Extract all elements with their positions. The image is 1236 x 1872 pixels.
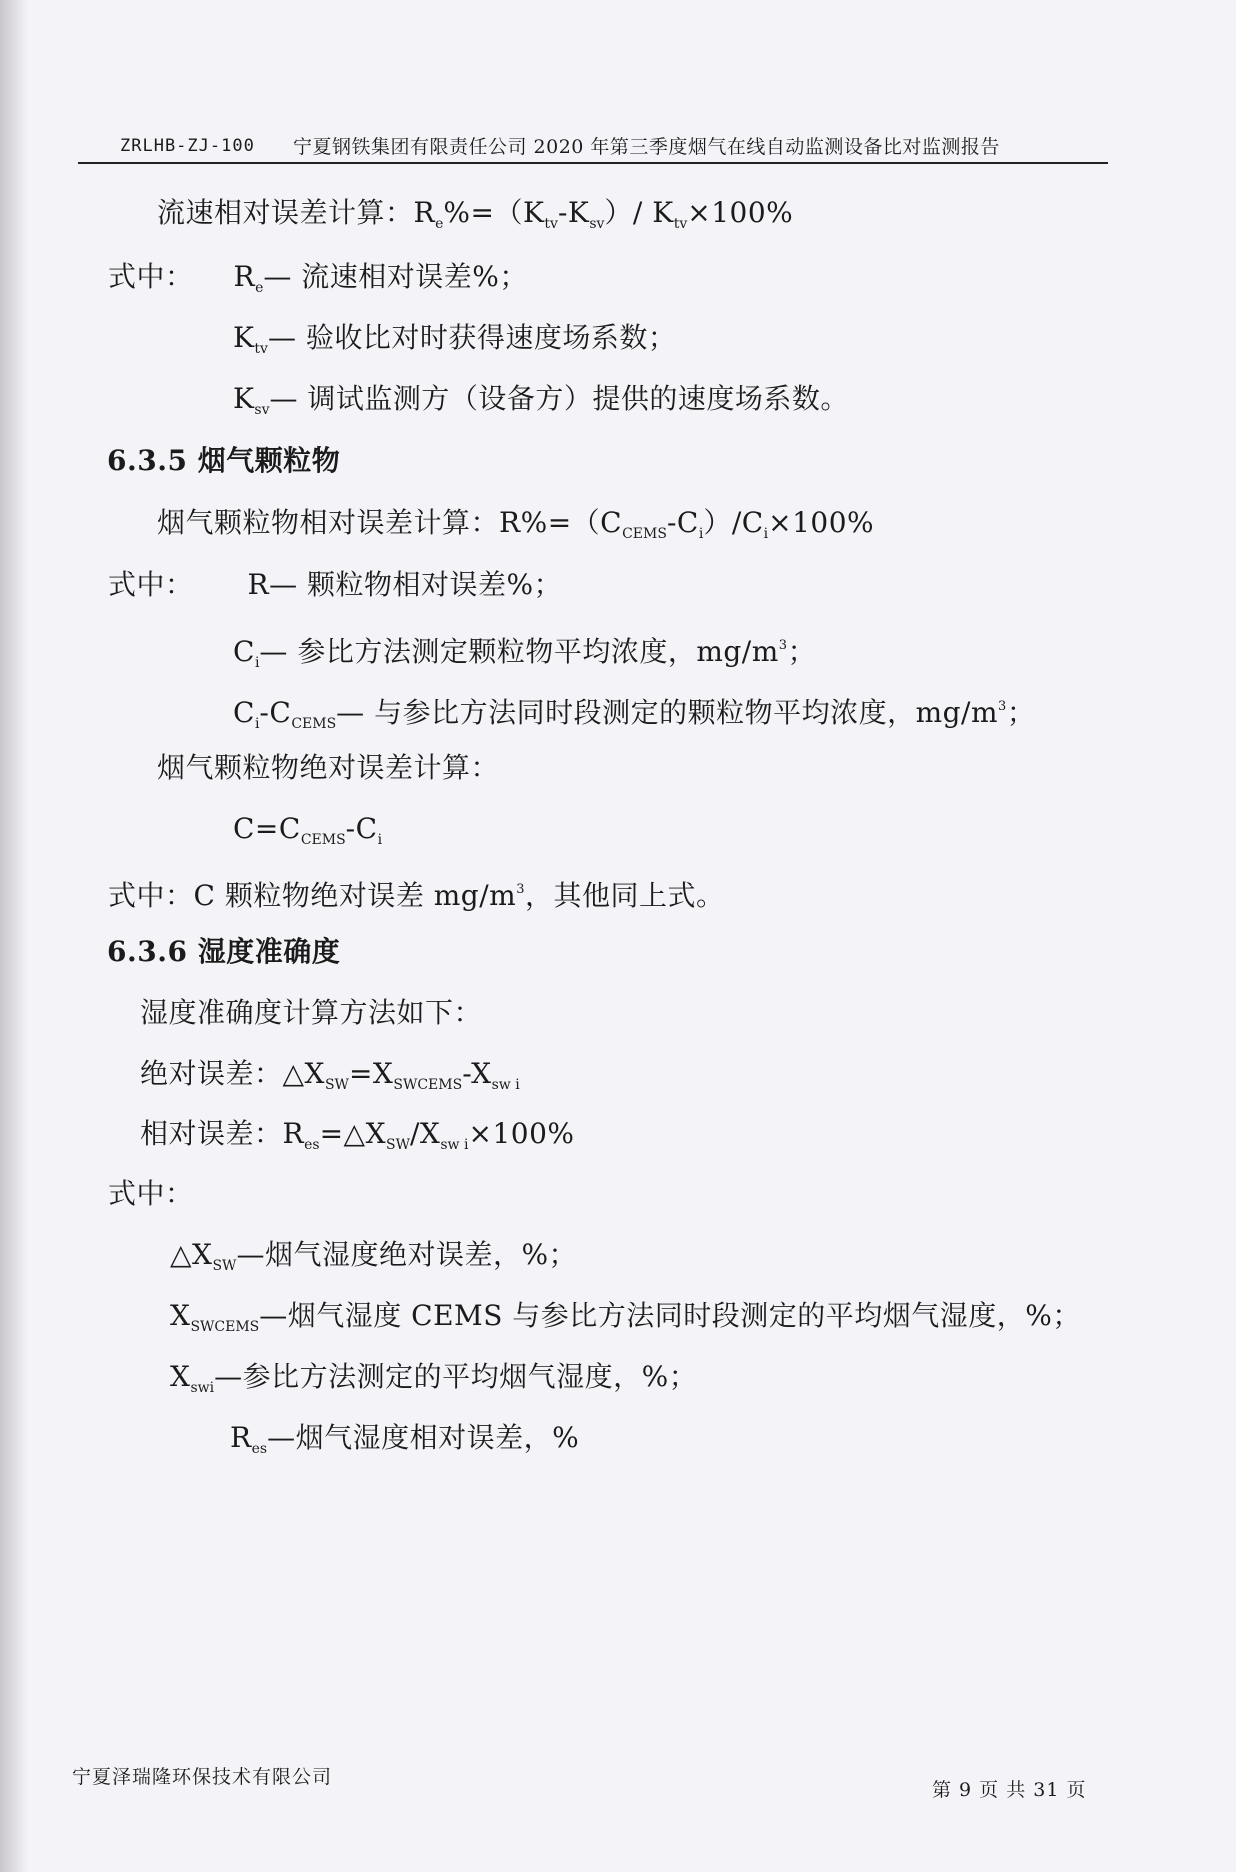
- subscript: es: [304, 1137, 320, 1153]
- text: R— 颗粒物相对误差%；: [247, 568, 563, 601]
- text: —烟气湿度 CEMS 与参比方法同时段测定的平均烟气湿度，%；: [259, 1299, 1081, 1332]
- text: — 调试监测方（设备方）提供的速度场系数。: [269, 382, 849, 415]
- text: 相对误差：R: [140, 1117, 305, 1150]
- section-heading-6-3-6: [107, 935, 340, 969]
- text: K: [233, 321, 255, 354]
- particulate-absolute-error-formula: [233, 812, 382, 857]
- text: C: [233, 696, 255, 729]
- subscript: swi: [190, 1380, 215, 1396]
- subscript: e: [435, 216, 444, 232]
- where-label: 式中：: [108, 260, 194, 293]
- text: -C: [259, 696, 292, 729]
- text: -C: [345, 812, 378, 845]
- humidity-relative-error-formula: [140, 1117, 575, 1162]
- humidity-method-intro: [140, 996, 482, 1030]
- humidity-absolute-error-formula: [140, 1057, 520, 1102]
- subscript: tv: [673, 216, 688, 232]
- subscript: tv: [544, 216, 558, 232]
- text: ）/ K: [604, 196, 674, 229]
- subscript: CEMS: [291, 716, 337, 732]
- text: R: [233, 260, 256, 293]
- definition-ksv: [233, 382, 849, 427]
- footer-page-number: 第 9 页 共 31 页: [932, 1779, 1087, 1801]
- definition-ci-ccems: [233, 690, 1035, 741]
- text: 流速相对误差计算：R: [157, 196, 436, 229]
- text: ；: [1006, 696, 1036, 729]
- superscript: 3: [778, 638, 788, 653]
- subscript: tv: [254, 341, 268, 357]
- velocity-error-formula: [157, 196, 793, 241]
- definition-res: [230, 1421, 579, 1466]
- text: -X: [462, 1057, 492, 1090]
- text: X: [170, 1360, 191, 1393]
- text: /X: [410, 1117, 441, 1150]
- subscript: i: [698, 526, 704, 542]
- text: 烟气颗粒物相对误差计算：R%=（C: [157, 506, 623, 539]
- text: X: [170, 1299, 191, 1332]
- text: △X: [170, 1238, 213, 1271]
- where-clause-humidity: [108, 1177, 194, 1211]
- footer-company: 宁夏泽瑞隆环保技术有限公司: [72, 1766, 333, 1788]
- text: C: [233, 635, 255, 668]
- subscript: sw i: [440, 1137, 469, 1153]
- definition-ktv: [233, 321, 676, 366]
- superscript: 3: [998, 699, 1007, 714]
- text: =X: [348, 1057, 394, 1090]
- text: -K: [557, 196, 590, 229]
- where-clause-re: [108, 260, 528, 305]
- subscript: sv: [254, 402, 270, 418]
- text: =△X: [319, 1117, 387, 1150]
- text: 绝对误差：△X: [140, 1057, 325, 1090]
- subscript: i: [763, 526, 769, 542]
- text: —烟气湿度相对误差，%: [267, 1421, 580, 1454]
- text: ×100%: [468, 1117, 575, 1150]
- text: -C: [666, 506, 699, 539]
- section-number: 6.3.6: [107, 935, 188, 968]
- page-header: [78, 130, 1108, 160]
- report-code: ZRLHB-ZJ-100: [120, 136, 255, 156]
- text: C=C: [233, 812, 301, 845]
- report-title: 宁夏钢铁集团有限责任公司 2020 年第三季度烟气在线自动监测设备比对监测报告: [293, 136, 1000, 158]
- subscript: SWCEMS: [393, 1077, 463, 1093]
- text: — 参比方法测定颗粒物平均浓度，mg/m: [259, 635, 779, 668]
- where-clause-c: [108, 873, 724, 913]
- text: K: [233, 382, 255, 415]
- text: %=（K: [443, 196, 545, 229]
- subscript: SWCEMS: [190, 1319, 260, 1335]
- definition-xswi: [170, 1360, 697, 1405]
- text: 式中：C 颗粒物绝对误差 mg/m: [108, 879, 517, 912]
- text: R: [230, 1421, 252, 1454]
- text: — 与参比方法同时段测定的颗粒物平均浓度，mg/m: [336, 696, 999, 729]
- subscript: es: [251, 1441, 268, 1457]
- subscript: SW: [324, 1077, 349, 1093]
- where-clause-r: [108, 568, 562, 602]
- definition-xswcems: [170, 1299, 1081, 1344]
- subscript: CEMS: [300, 832, 346, 848]
- text: 烟气颗粒物绝对误差计算：: [157, 751, 500, 784]
- text: ×100%: [687, 196, 794, 229]
- subscript: SW: [386, 1137, 410, 1153]
- particulate-relative-error-formula: [157, 506, 874, 551]
- where-label: 式中：: [108, 1177, 194, 1210]
- where-label: 式中：: [108, 568, 194, 601]
- text: — 流速相对误差%；: [263, 260, 528, 293]
- subscript: CEMS: [622, 526, 667, 542]
- subscript: i: [254, 655, 260, 671]
- subscript: i: [254, 716, 260, 732]
- subscript: sw i: [491, 1077, 520, 1093]
- particulate-absolute-error-heading: [157, 751, 499, 785]
- text: 湿度准确度计算方法如下：: [140, 996, 483, 1029]
- subscript: SW: [212, 1258, 237, 1274]
- section-number: 6.3.5: [107, 444, 188, 477]
- subscript: sv: [589, 216, 605, 232]
- section-title: 湿度准确度: [197, 935, 341, 968]
- text: ；: [787, 635, 817, 668]
- section-title: 烟气颗粒物: [197, 444, 341, 477]
- text: ，其他同上式。: [524, 879, 725, 912]
- definition-ci: [233, 629, 816, 680]
- page-edge-shadow: [0, 0, 28, 1872]
- superscript: 3: [516, 882, 525, 897]
- text: —烟气湿度绝对误差，%；: [236, 1238, 578, 1271]
- subscript: e: [255, 280, 264, 296]
- section-heading-6-3-5: [107, 444, 340, 478]
- subscript: i: [377, 832, 383, 848]
- text: ）/C: [703, 506, 764, 539]
- header-rule: [78, 162, 1108, 164]
- text: —参比方法测定的平均烟气湿度，%；: [214, 1360, 698, 1393]
- text: — 验收比对时获得速度场系数；: [267, 321, 677, 354]
- definition-delta-xsw: [170, 1238, 577, 1283]
- text: ×100%: [768, 506, 875, 539]
